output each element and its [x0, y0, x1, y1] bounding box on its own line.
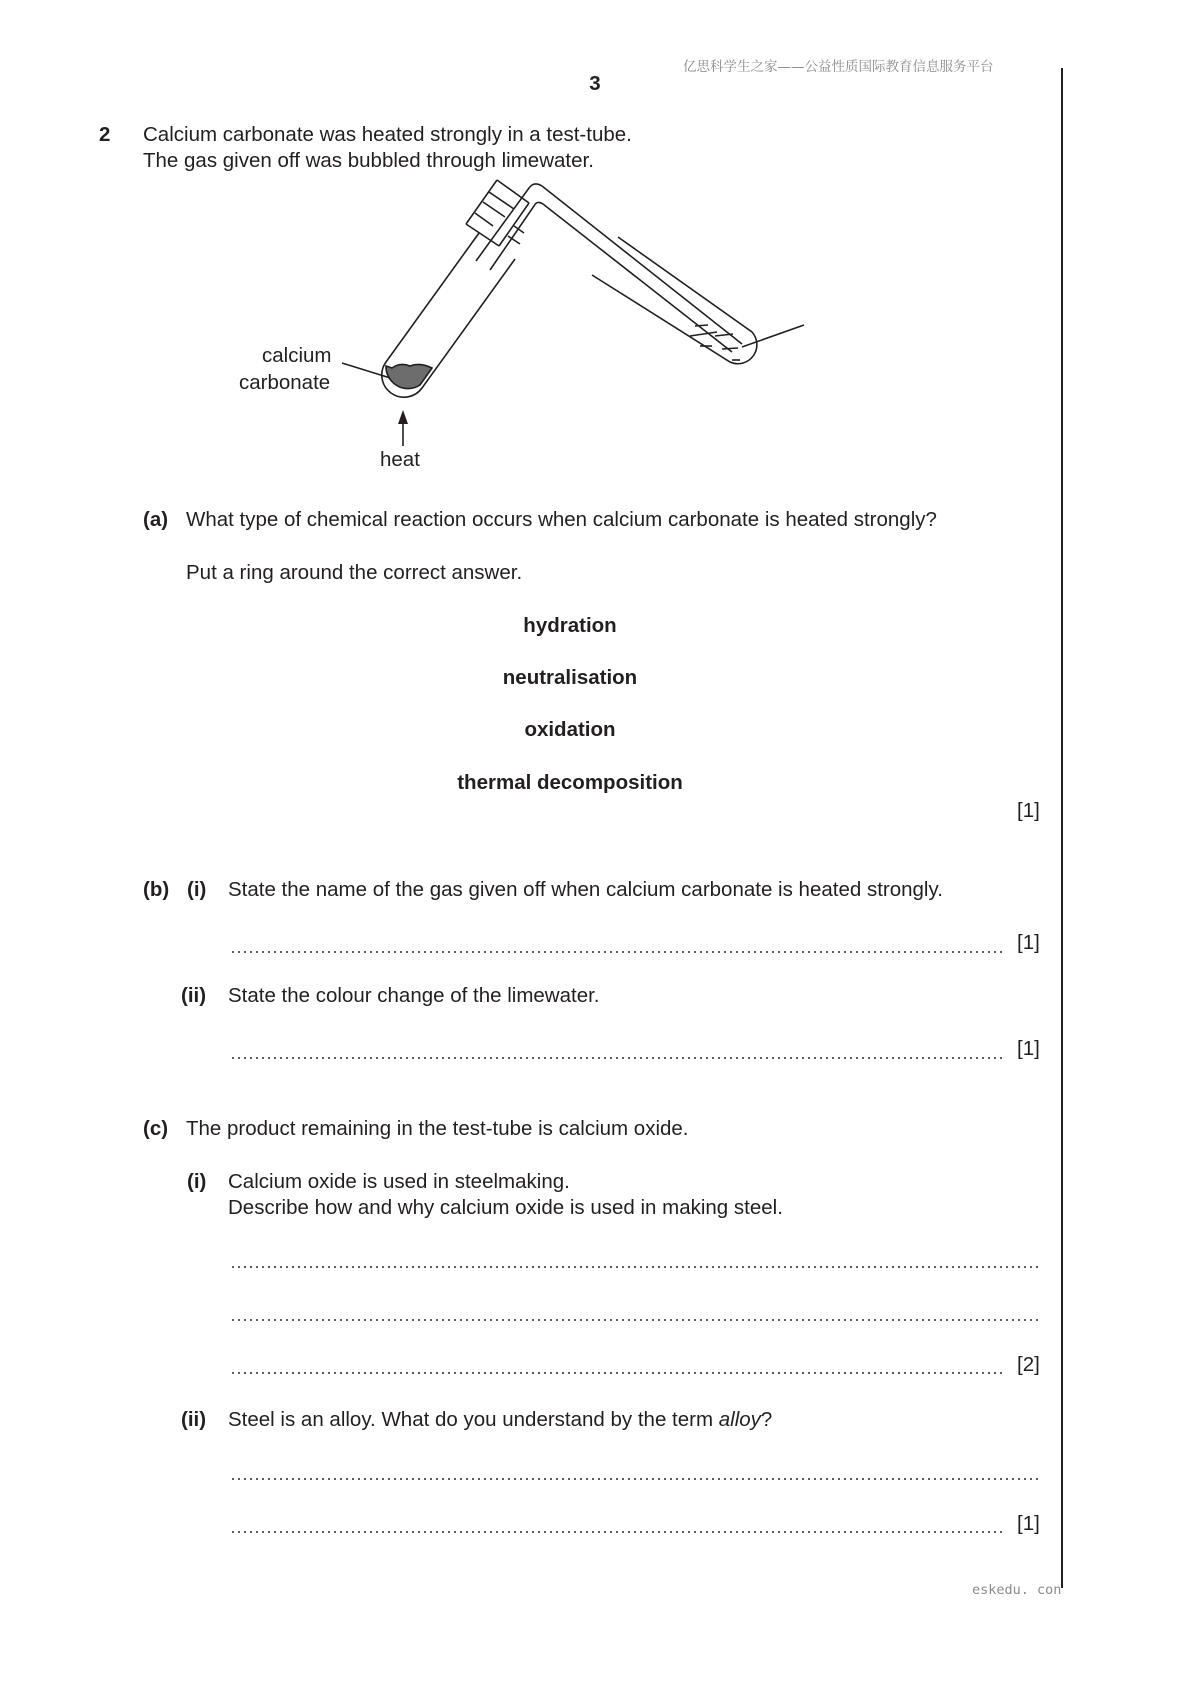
answer-line-c-ii-1[interactable] [230, 1478, 1040, 1480]
option-oxidation[interactable]: oxidation [524, 718, 616, 741]
watermark-text: 亿思科学生之家——公益性质国际教育信息服务平台 [683, 59, 994, 75]
question-number: 2 [99, 123, 111, 146]
part-b-ii-marks: [1] [1017, 1037, 1040, 1060]
option-hydration[interactable]: hydration [523, 614, 617, 637]
part-b-label: (b) [143, 878, 170, 901]
label-calcium: calcium [262, 344, 332, 367]
limewater-tube [592, 237, 757, 364]
part-c-label: (c) [143, 1117, 169, 1140]
apparatus-diagram [0, 0, 1190, 480]
part-c-ii-question [228, 1408, 772, 1432]
part-c-i-line-2: Describe how and why calcium oxide is used in making steel. [228, 1196, 783, 1219]
term-alloy: alloy [718, 1408, 761, 1431]
part-c-i-label: (i) [187, 1170, 207, 1193]
part-c-ii-label: (ii) [181, 1408, 207, 1431]
answer-line-c-ii-2[interactable] [230, 1531, 1003, 1533]
page-number: 3 [589, 72, 601, 95]
part-b-i-question: State the name of the gas given off when calcium carbonate is heated strongly. [228, 878, 943, 901]
answer-line-c-i-2[interactable] [230, 1319, 1040, 1321]
part-c-ii-question-start: Steel is an alloy. What do you understand by the term [228, 1408, 719, 1431]
footer-watermark: eskedu. con [972, 1582, 1062, 1598]
delivery-tube-outer [476, 184, 742, 344]
part-b-i-label: (i) [187, 878, 207, 901]
part-a-instruction: Put a ring around the correct answer. [186, 561, 523, 584]
option-neutralisation[interactable]: neutralisation [502, 666, 638, 689]
part-b-ii-question: State the colour change of the limewater. [228, 984, 600, 1007]
option-thermal-decomposition[interactable]: thermal decomposition [457, 771, 683, 794]
part-a-marks: [1] [1017, 799, 1040, 822]
part-b-ii-label: (ii) [181, 984, 207, 1007]
part-a-label: (a) [143, 508, 169, 531]
bung [466, 180, 529, 259]
part-b-i-marks: [1] [1017, 931, 1040, 954]
delivery-tube-inner [490, 202, 732, 352]
answer-line-b-i[interactable] [230, 951, 1003, 953]
label-carbonate: carbonate [239, 371, 331, 394]
intro-line-1: Calcium carbonate was heated strongly in a test-tube. [143, 123, 632, 146]
answer-line-b-ii[interactable] [230, 1057, 1003, 1059]
answer-line-c-i-3[interactable] [230, 1372, 1003, 1374]
answer-line-c-i-1[interactable] [230, 1266, 1040, 1268]
part-c-ii-marks: [1] [1017, 1512, 1040, 1535]
part-c-i-line-1: Calcium oxide is used in steelmaking. [228, 1170, 570, 1193]
part-c-statement: The product remaining in the test-tube is calcium oxide. [186, 1117, 689, 1140]
part-c-i-marks: [2] [1017, 1353, 1040, 1376]
intro-line-2: The gas given off was bubbled through limewater. [143, 149, 594, 172]
part-a-question: What type of chemical reaction occurs when calcium carbonate is heated strongly? [186, 508, 937, 531]
part-c-ii-question-end: ? [760, 1408, 773, 1431]
label-heat: heat [380, 448, 420, 471]
